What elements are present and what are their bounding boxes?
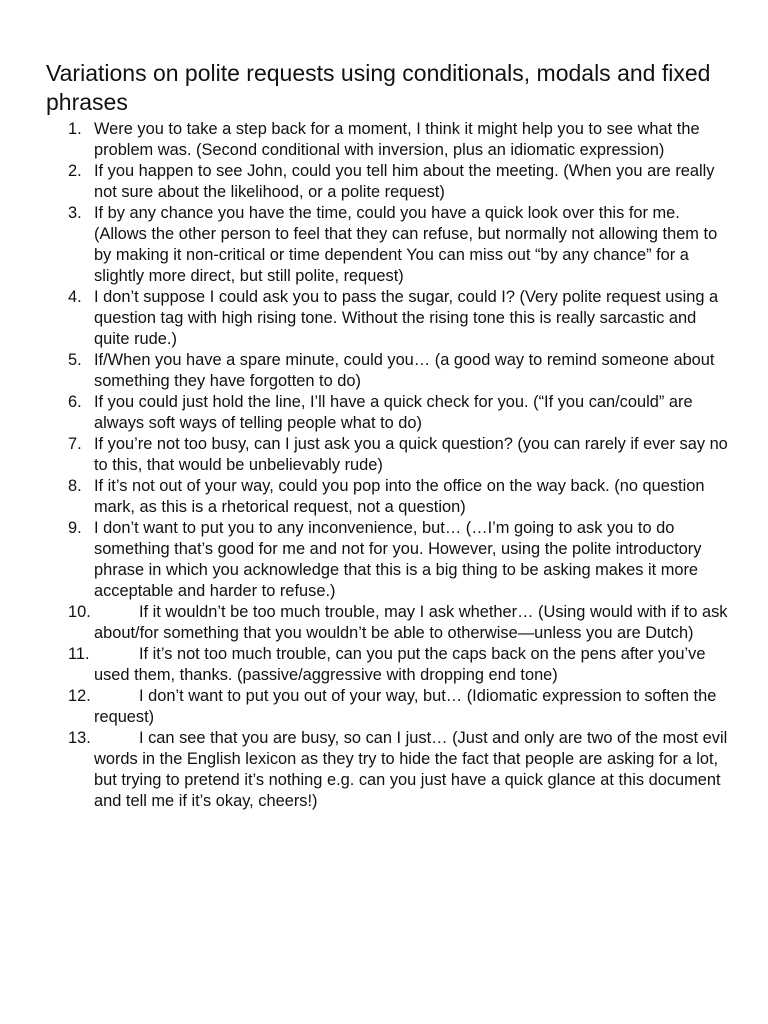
list-item-number: 5.: [68, 351, 82, 369]
list-item: [0, 434, 768, 476]
list-item-number: 2.: [68, 162, 82, 180]
list-item-number: 1.: [68, 120, 82, 138]
list-item-number: 11.: [68, 645, 90, 663]
numbered-list: [0, 119, 768, 812]
list-item: [0, 686, 768, 728]
list-item-number: 12.: [68, 687, 91, 705]
list-item: [0, 728, 768, 812]
list-item-text: If/When you have a spare minute, could you… (a good way to remind someone about something they have forgotten to do): [94, 351, 715, 390]
list-item: [0, 392, 768, 434]
document-title: Variations on polite requests using conditionals, modals and fixed phrases: [46, 60, 711, 115]
list-item-number: 3.: [68, 204, 82, 222]
list-item-number: 6.: [68, 393, 82, 411]
list-item: [0, 350, 768, 392]
list-item-number: 9.: [68, 519, 82, 537]
list-item-number: 7.: [68, 435, 82, 453]
list-item-text: I don’t suppose I could ask you to pass the sugar, could I? (Very polite request using a question tag with high rising tone. Without the rising tone this is really sarcastic and quite rude.): [94, 288, 719, 348]
list-item: [0, 476, 768, 518]
list-item-text: I don’t want to put you out of your way, but… (Idiomatic expression to soften the request): [94, 687, 717, 726]
list-item: [0, 518, 768, 602]
list-item: [0, 119, 768, 161]
list-item-text: If it’s not out of your way, could you pop into the office on the way back. (no question mark, as this is a rhetorical request, not a question): [94, 477, 705, 516]
list-item-text: I don’t want to put you to any inconvenience, but… (…I’m going to ask you to do something that’s good for me and not for you. However, using the polite introductory phrase in which you acknowledge that this is a big thing to be asking makes it more acceptable and harder to refuse.): [94, 519, 702, 600]
list-item: [0, 161, 768, 203]
list-item-text: Were you to take a step back for a moment, I think it might help you to see what the problem was. (Second conditional with inversion, plus an idiomatic expression): [94, 120, 700, 159]
list-item: [0, 203, 768, 287]
list-item-text: If by any chance you have the time, could you have a quick look over this for me. (Allows the other person to feel that they can refuse, but normally not allowing them to by making it non-critical or time dependent You can miss out “by any chance” for a slightly more direct, but still polite, request): [94, 204, 718, 285]
list-item: [0, 602, 768, 644]
list-item: [0, 644, 768, 686]
list-item-number: 10.: [68, 603, 91, 621]
list-item-number: 8.: [68, 477, 82, 495]
list-item-text: If it’s not too much trouble, can you put the caps back on the pens after you’ve used them, thanks. (passive/aggressive with dropping end tone): [94, 645, 706, 684]
list-item-text: If it wouldn’t be too much trouble, may I ask whether… (Using would with if to ask about/for something that you wouldn’t be able to otherwise—unless you are Dutch): [94, 603, 728, 642]
list-item-number: 4.: [68, 288, 82, 306]
list-item: [0, 287, 768, 350]
list-item-text: If you happen to see John, could you tell him about the meeting. (When you are really not sure about the likelihood, or a polite request): [94, 162, 715, 201]
list-item-text: I can see that you are busy, so can I just… (Just and only are two of the most evil words in the English lexicon as they try to hide the fact that people are asking for a lot, but trying to pretend it’s nothing e.g. can you just have a quick glance at this document and tell me if it’s okay, cheers!): [94, 729, 728, 810]
list-item-text: If you could just hold the line, I’ll have a quick check for you. (“If you can/could” are always soft ways of telling people what to do): [94, 393, 693, 432]
list-item-text: If you’re not too busy, can I just ask you a quick question? (you can rarely if ever say no to this, that would be unbelievably rude): [94, 435, 728, 474]
list-item-number: 13.: [68, 729, 91, 747]
